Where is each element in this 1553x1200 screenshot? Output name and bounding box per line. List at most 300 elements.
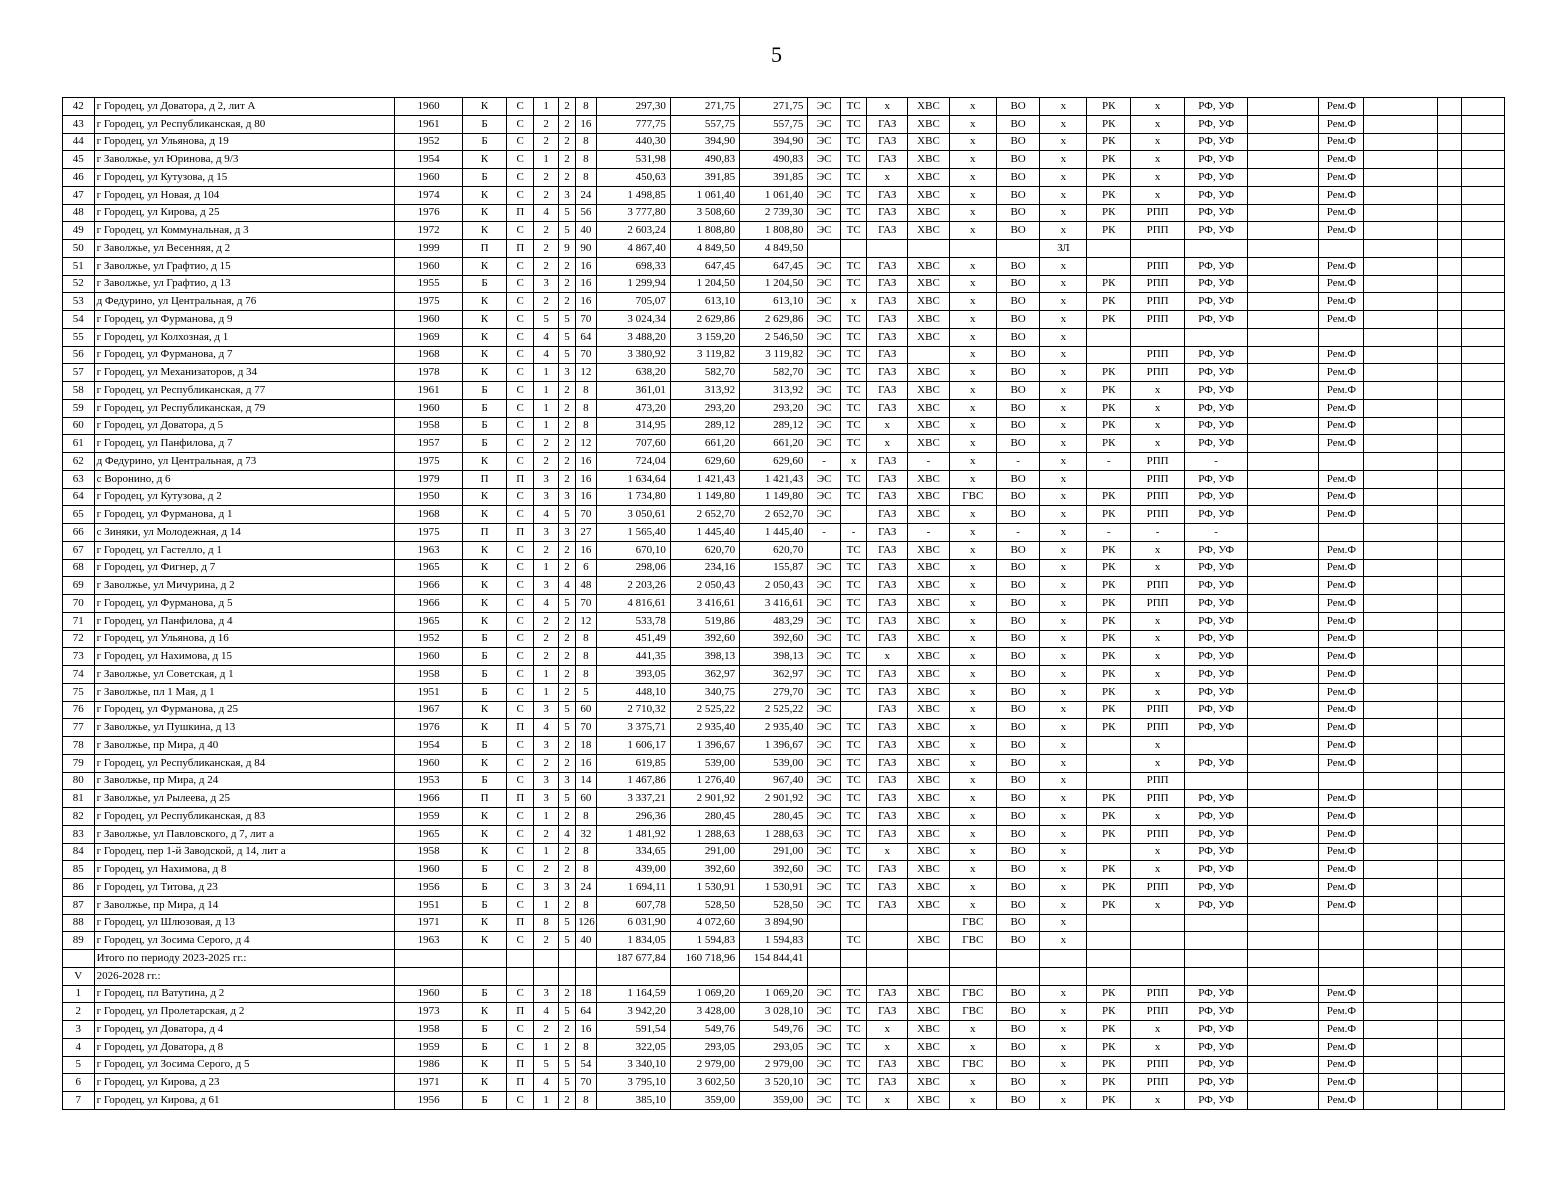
table-cell: К bbox=[463, 701, 507, 719]
table-cell: ЭС bbox=[808, 346, 841, 364]
table-cell bbox=[1437, 204, 1461, 222]
table-cell bbox=[1248, 648, 1319, 666]
table-cell: 70 bbox=[576, 506, 596, 524]
table-cell: 2 629,86 bbox=[740, 311, 808, 329]
table-cell: ТС bbox=[840, 861, 866, 879]
table-cell: 5 bbox=[558, 506, 575, 524]
table-cell: ЭС bbox=[808, 737, 841, 755]
table-row bbox=[63, 648, 1505, 666]
table-cell: ХВС bbox=[908, 382, 950, 400]
table-cell bbox=[1364, 896, 1437, 914]
table-cell: РК bbox=[1087, 98, 1131, 116]
table-cell: К bbox=[463, 311, 507, 329]
table-cell: 398,13 bbox=[670, 648, 739, 666]
table-cell: 392,60 bbox=[740, 630, 808, 648]
table-cell: 5 bbox=[558, 701, 575, 719]
table-cell: РФ, УФ bbox=[1185, 843, 1248, 861]
table-cell: х bbox=[949, 666, 996, 684]
table-cell: 647,45 bbox=[740, 257, 808, 275]
table-cell bbox=[1248, 719, 1319, 737]
table-cell: ТС bbox=[840, 985, 866, 1003]
table-cell: РК bbox=[1087, 204, 1131, 222]
table-cell bbox=[1087, 914, 1131, 932]
table-cell: С bbox=[506, 879, 533, 897]
table-cell bbox=[1248, 967, 1319, 985]
table-cell: РК bbox=[1087, 1074, 1131, 1092]
table-cell: 619,85 bbox=[596, 754, 670, 772]
table-cell: 8 bbox=[576, 417, 596, 435]
table-cell: 2 bbox=[558, 115, 575, 133]
table-cell: 1986 bbox=[394, 1056, 462, 1074]
table-cell: 64 bbox=[63, 488, 95, 506]
table-cell: 293,20 bbox=[670, 399, 739, 417]
table-cell: ЭС bbox=[808, 772, 841, 790]
table-cell: С bbox=[506, 541, 533, 559]
table-cell: ГВС bbox=[949, 1003, 996, 1021]
table-cell: х bbox=[949, 204, 996, 222]
table-cell: ВО bbox=[996, 772, 1040, 790]
table-cell: ТС bbox=[840, 612, 866, 630]
table-cell bbox=[1131, 950, 1185, 968]
table-cell: 27 bbox=[576, 524, 596, 542]
table-cell: ХВС bbox=[908, 186, 950, 204]
table-cell: ЭС bbox=[808, 151, 841, 169]
table-cell: ЭС bbox=[808, 115, 841, 133]
table-cell bbox=[1364, 435, 1437, 453]
table-cell: ЭС bbox=[808, 311, 841, 329]
table-cell: ГВС bbox=[949, 985, 996, 1003]
table-cell: 1 061,40 bbox=[670, 186, 739, 204]
table-cell: х bbox=[949, 346, 996, 364]
table-cell: П bbox=[506, 1074, 533, 1092]
table-cell: ЭС bbox=[808, 1092, 841, 1110]
table-cell: х bbox=[1040, 790, 1087, 808]
table-cell: ЭС bbox=[808, 169, 841, 187]
table-cell: 1951 bbox=[394, 683, 462, 701]
table-cell: ТС bbox=[840, 399, 866, 417]
table-cell: ТС bbox=[840, 719, 866, 737]
table-cell: Рем.Ф bbox=[1319, 222, 1364, 240]
table-cell bbox=[1462, 843, 1505, 861]
table-cell: РФ, УФ bbox=[1185, 435, 1248, 453]
table-cell: С bbox=[506, 311, 533, 329]
table-cell: 3 050,61 bbox=[596, 506, 670, 524]
table-cell: 3 bbox=[63, 1021, 95, 1039]
table-cell: Рем.Ф bbox=[1319, 1074, 1364, 1092]
table-cell: 1 204,50 bbox=[670, 275, 739, 293]
table-cell: ХВС bbox=[908, 648, 950, 666]
table-cell: 3 bbox=[558, 186, 575, 204]
table-cell: х bbox=[1040, 648, 1087, 666]
table-cell: 582,70 bbox=[670, 364, 739, 382]
table-cell: 1960 bbox=[394, 754, 462, 772]
table-cell: 16 bbox=[576, 754, 596, 772]
table-cell: Рем.Ф bbox=[1319, 737, 1364, 755]
table-cell: ХВС bbox=[908, 719, 950, 737]
table-cell: 1959 bbox=[394, 1038, 462, 1056]
table-cell: ХВС bbox=[908, 772, 950, 790]
table-cell: х bbox=[1040, 683, 1087, 701]
table-cell: 5 bbox=[63, 1056, 95, 1074]
table-cell: 73 bbox=[63, 648, 95, 666]
table-cell: 3 428,00 bbox=[670, 1003, 739, 1021]
table-cell bbox=[1437, 879, 1461, 897]
table-cell: х bbox=[1040, 1038, 1087, 1056]
table-cell: 8 bbox=[576, 399, 596, 417]
table-cell: 3 337,21 bbox=[596, 790, 670, 808]
table-cell bbox=[1364, 382, 1437, 400]
table-cell bbox=[1185, 932, 1248, 950]
table-cell: х bbox=[949, 630, 996, 648]
table-cell: 1 594,83 bbox=[740, 932, 808, 950]
table-cell bbox=[1087, 772, 1131, 790]
table-cell: РФ, УФ bbox=[1185, 364, 1248, 382]
table-cell bbox=[1437, 967, 1461, 985]
table-cell: Рем.Ф bbox=[1319, 843, 1364, 861]
table-cell: 4 849,50 bbox=[670, 240, 739, 258]
table-cell: РПП bbox=[1131, 1003, 1185, 1021]
table-cell bbox=[1437, 399, 1461, 417]
table-cell: ГАЗ bbox=[867, 1003, 908, 1021]
table-cell bbox=[1087, 967, 1131, 985]
table-cell: ТС bbox=[840, 98, 866, 116]
table-cell bbox=[1462, 967, 1505, 985]
table-cell: ВО bbox=[996, 843, 1040, 861]
table-cell: х bbox=[1131, 648, 1185, 666]
table-cell: К bbox=[463, 506, 507, 524]
table-row bbox=[63, 293, 1505, 311]
table-cell: х bbox=[1131, 399, 1185, 417]
table-cell: Рем.Ф bbox=[1319, 417, 1364, 435]
table-cell: х bbox=[949, 311, 996, 329]
table-cell bbox=[1248, 1003, 1319, 1021]
table-cell: х bbox=[1040, 772, 1087, 790]
table-cell: 2 bbox=[63, 1003, 95, 1021]
table-cell: ВО bbox=[996, 169, 1040, 187]
table-cell: ХВС bbox=[908, 630, 950, 648]
table-cell: х bbox=[1131, 683, 1185, 701]
table-cell: 69 bbox=[63, 577, 95, 595]
table-cell: С bbox=[506, 115, 533, 133]
table-cell: ХВС bbox=[908, 293, 950, 311]
table-cell: 49 bbox=[63, 222, 95, 240]
table-cell bbox=[1437, 524, 1461, 542]
table-row bbox=[63, 666, 1505, 684]
table-cell bbox=[1248, 1038, 1319, 1056]
table-cell: г Городец, ул Титова, д 23 bbox=[94, 879, 394, 897]
table-cell: 1958 bbox=[394, 1021, 462, 1039]
table-cell: 3 942,20 bbox=[596, 1003, 670, 1021]
table-cell: С bbox=[506, 1092, 533, 1110]
table-cell: РК bbox=[1087, 985, 1131, 1003]
table-cell bbox=[1131, 932, 1185, 950]
table-cell bbox=[1185, 914, 1248, 932]
table-cell bbox=[1248, 417, 1319, 435]
table-cell: 74 bbox=[63, 666, 95, 684]
table-cell: х bbox=[1131, 666, 1185, 684]
table-cell: 1999 bbox=[394, 240, 462, 258]
table-cell: х bbox=[1040, 808, 1087, 826]
table-cell: х bbox=[1040, 417, 1087, 435]
table-cell: 967,40 bbox=[740, 772, 808, 790]
table-cell: 1979 bbox=[394, 470, 462, 488]
table-cell: С bbox=[506, 275, 533, 293]
table-cell bbox=[1248, 559, 1319, 577]
table-cell: х bbox=[1040, 115, 1087, 133]
table-cell: г Городец, ул Зосима Серого, д 5 bbox=[94, 1056, 394, 1074]
table-cell bbox=[1462, 275, 1505, 293]
table-cell bbox=[1462, 311, 1505, 329]
table-cell: РФ, УФ bbox=[1185, 754, 1248, 772]
table-cell bbox=[949, 240, 996, 258]
table-cell bbox=[996, 967, 1040, 985]
table-cell: ГАЗ bbox=[867, 666, 908, 684]
table-cell: х bbox=[949, 222, 996, 240]
table-cell bbox=[1248, 1021, 1319, 1039]
table-cell: ХВС bbox=[908, 612, 950, 630]
table-cell: 340,75 bbox=[670, 683, 739, 701]
table-cell: ЭС bbox=[808, 648, 841, 666]
table-row bbox=[63, 683, 1505, 701]
table-cell: С bbox=[506, 293, 533, 311]
table-cell bbox=[1364, 1003, 1437, 1021]
table-cell: х bbox=[949, 257, 996, 275]
table-cell: х bbox=[1040, 470, 1087, 488]
table-cell: 2 bbox=[534, 257, 558, 275]
table-cell: х bbox=[1131, 541, 1185, 559]
table-cell: 24 bbox=[576, 186, 596, 204]
table-cell: ВО bbox=[996, 666, 1040, 684]
table-cell bbox=[840, 967, 866, 985]
table-cell: 2 050,43 bbox=[740, 577, 808, 595]
table-cell bbox=[1364, 222, 1437, 240]
table-row bbox=[63, 257, 1505, 275]
table-cell: РФ, УФ bbox=[1185, 151, 1248, 169]
table-cell: г Заволжье, пр Мира, д 24 bbox=[94, 772, 394, 790]
table-cell bbox=[1462, 879, 1505, 897]
table-cell: 1966 bbox=[394, 577, 462, 595]
table-cell: Рем.Ф bbox=[1319, 559, 1364, 577]
table-cell bbox=[1437, 914, 1461, 932]
table-cell: ТС bbox=[840, 364, 866, 382]
table-cell bbox=[1462, 417, 1505, 435]
table-cell: г Городец, ул Кирова, д 23 bbox=[94, 1074, 394, 1092]
table-cell bbox=[1319, 524, 1364, 542]
table-cell bbox=[1437, 772, 1461, 790]
table-cell: 1972 bbox=[394, 222, 462, 240]
table-cell: 5 bbox=[558, 719, 575, 737]
table-cell: РФ, УФ bbox=[1185, 257, 1248, 275]
table-cell bbox=[1248, 541, 1319, 559]
table-cell: 5 bbox=[558, 204, 575, 222]
table-cell: ВО bbox=[996, 1021, 1040, 1039]
table-row bbox=[63, 754, 1505, 772]
table-cell: х bbox=[1040, 151, 1087, 169]
table-cell: ТС bbox=[840, 559, 866, 577]
table-cell: г Заволжье, ул Весенняя, д 2 bbox=[94, 240, 394, 258]
table-cell: ТС bbox=[840, 257, 866, 275]
table-cell: 3 bbox=[534, 985, 558, 1003]
table-cell: х bbox=[1040, 914, 1087, 932]
table-cell: х bbox=[867, 648, 908, 666]
table-cell: х bbox=[949, 577, 996, 595]
table-cell bbox=[1364, 541, 1437, 559]
table-cell: 528,50 bbox=[670, 896, 739, 914]
table-row bbox=[63, 701, 1505, 719]
table-cell: 1951 bbox=[394, 896, 462, 914]
table-cell bbox=[506, 950, 533, 968]
table-cell bbox=[908, 240, 950, 258]
table-cell: ВО bbox=[996, 399, 1040, 417]
table-cell: 2 652,70 bbox=[670, 506, 739, 524]
table-cell: Б bbox=[463, 133, 507, 151]
table-cell: РК bbox=[1087, 417, 1131, 435]
table-cell: 1 808,80 bbox=[670, 222, 739, 240]
table-cell: х bbox=[949, 399, 996, 417]
table-cell: РФ, УФ bbox=[1185, 417, 1248, 435]
table-cell bbox=[1437, 293, 1461, 311]
table-cell bbox=[1364, 683, 1437, 701]
table-cell bbox=[1437, 133, 1461, 151]
table-cell bbox=[1248, 328, 1319, 346]
table-cell: х bbox=[1131, 1038, 1185, 1056]
table-cell: 1954 bbox=[394, 737, 462, 755]
table-cell: 2 bbox=[558, 666, 575, 684]
table-cell: РФ, УФ bbox=[1185, 630, 1248, 648]
table-cell bbox=[1364, 985, 1437, 1003]
table-cell: 4 bbox=[534, 346, 558, 364]
table-cell: РПП bbox=[1131, 506, 1185, 524]
table-cell: 8 bbox=[576, 630, 596, 648]
table-cell: ГАЗ bbox=[867, 612, 908, 630]
table-cell: 483,29 bbox=[740, 612, 808, 630]
table-row bbox=[63, 1038, 1505, 1056]
table-cell: Рем.Ф bbox=[1319, 506, 1364, 524]
table-cell bbox=[1319, 967, 1364, 985]
table-cell: ХВС bbox=[908, 98, 950, 116]
table-row bbox=[63, 151, 1505, 169]
table-cell: 8 bbox=[576, 1092, 596, 1110]
table-cell: 160 718,96 bbox=[670, 950, 739, 968]
table-cell bbox=[1462, 257, 1505, 275]
table-cell bbox=[1364, 169, 1437, 187]
table-cell: ТС bbox=[840, 754, 866, 772]
table-cell: х bbox=[1131, 559, 1185, 577]
table-cell bbox=[1248, 133, 1319, 151]
table-cell bbox=[808, 967, 841, 985]
table-cell: ВО bbox=[996, 257, 1040, 275]
table-cell bbox=[1364, 719, 1437, 737]
table-cell: 3 894,90 bbox=[740, 914, 808, 932]
table-cell: 4 bbox=[534, 328, 558, 346]
table-cell: 3 bbox=[534, 790, 558, 808]
table-cell: 271,75 bbox=[670, 98, 739, 116]
table-cell: РФ, УФ bbox=[1185, 115, 1248, 133]
table-cell: ХВС bbox=[908, 328, 950, 346]
table-cell: 3 159,20 bbox=[670, 328, 739, 346]
table-cell: РК bbox=[1087, 559, 1131, 577]
table-cell: х bbox=[1040, 133, 1087, 151]
table-cell: ЭС bbox=[808, 222, 841, 240]
table-cell: К bbox=[463, 719, 507, 737]
table-cell: ХВС bbox=[908, 399, 950, 417]
table-cell bbox=[1319, 772, 1364, 790]
table-cell bbox=[1462, 240, 1505, 258]
table-cell: 359,00 bbox=[670, 1092, 739, 1110]
table-cell: 2 bbox=[558, 453, 575, 471]
table-cell: г Заволжье, ул Мичурина, д 2 bbox=[94, 577, 394, 595]
table-cell: 3 375,71 bbox=[596, 719, 670, 737]
table-cell: х bbox=[1040, 204, 1087, 222]
table-row bbox=[63, 399, 1505, 417]
table-cell: ХВС bbox=[908, 1056, 950, 1074]
table-cell: РФ, УФ bbox=[1185, 1038, 1248, 1056]
table-cell: С bbox=[506, 577, 533, 595]
table-cell: г Городец, ул Коммунальная, д 3 bbox=[94, 222, 394, 240]
table-cell: ХВС bbox=[908, 311, 950, 329]
table-cell: С bbox=[506, 737, 533, 755]
table-cell: х bbox=[1040, 666, 1087, 684]
table-cell: 1 565,40 bbox=[596, 524, 670, 542]
table-cell bbox=[1462, 648, 1505, 666]
table-cell: ГАЗ bbox=[867, 896, 908, 914]
table-cell: х bbox=[949, 843, 996, 861]
table-cell: РПП bbox=[1131, 879, 1185, 897]
table-cell: - bbox=[1185, 453, 1248, 471]
table-cell: 8 bbox=[576, 151, 596, 169]
table-cell: РК bbox=[1087, 169, 1131, 187]
table-cell: х bbox=[1040, 719, 1087, 737]
table-cell: 661,20 bbox=[670, 435, 739, 453]
table-cell: 473,20 bbox=[596, 399, 670, 417]
table-cell: ТС bbox=[840, 435, 866, 453]
table-cell: г Заволжье, ул Пушкина, д 13 bbox=[94, 719, 394, 737]
table-cell bbox=[1248, 435, 1319, 453]
table-cell: 70 bbox=[576, 595, 596, 613]
table-cell: 3 416,61 bbox=[670, 595, 739, 613]
table-cell: ЭС bbox=[808, 417, 841, 435]
table-cell: ЭС bbox=[808, 399, 841, 417]
table-cell: ТС bbox=[840, 1003, 866, 1021]
table-cell: К bbox=[463, 1003, 507, 1021]
table-cell: Рем.Ф bbox=[1319, 879, 1364, 897]
table-cell bbox=[1437, 311, 1461, 329]
table-cell: РК bbox=[1087, 364, 1131, 382]
table-cell bbox=[908, 950, 950, 968]
table-cell: ХВС bbox=[908, 541, 950, 559]
table-cell: С bbox=[506, 151, 533, 169]
table-cell: Рем.Ф bbox=[1319, 382, 1364, 400]
table-cell: 539,00 bbox=[740, 754, 808, 772]
table-cell: 313,92 bbox=[740, 382, 808, 400]
table-cell bbox=[1437, 257, 1461, 275]
table-cell bbox=[1437, 1003, 1461, 1021]
table-cell bbox=[1364, 754, 1437, 772]
table-cell bbox=[1131, 967, 1185, 985]
table-cell: ГАЗ bbox=[867, 453, 908, 471]
table-cell: РК bbox=[1087, 222, 1131, 240]
table-cell: 2 901,92 bbox=[670, 790, 739, 808]
table-cell: 1 bbox=[534, 896, 558, 914]
table-cell bbox=[908, 967, 950, 985]
table-cell: х bbox=[949, 896, 996, 914]
table-cell: ТС bbox=[840, 488, 866, 506]
table-cell: 1960 bbox=[394, 985, 462, 1003]
table-cell: ГАЗ bbox=[867, 985, 908, 1003]
table-cell: 50 bbox=[63, 240, 95, 258]
table-cell: РПП bbox=[1131, 488, 1185, 506]
table-row bbox=[63, 577, 1505, 595]
